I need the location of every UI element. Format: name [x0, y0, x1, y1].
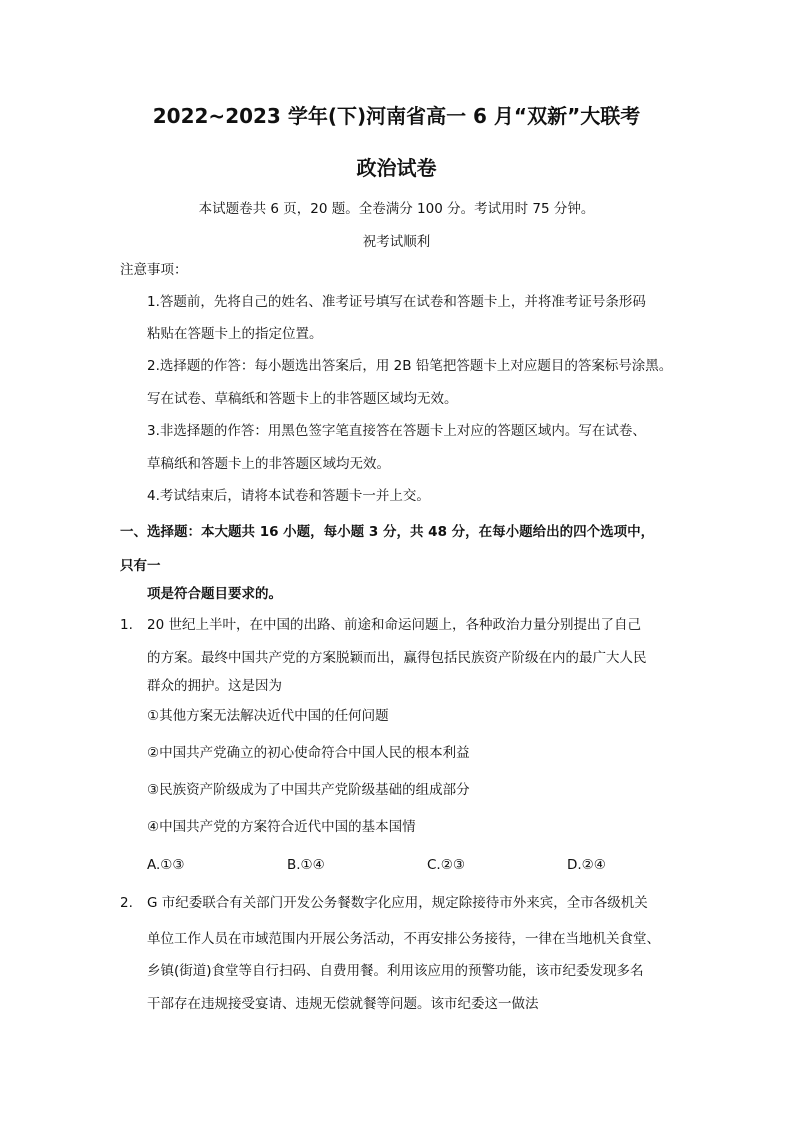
section-heading: 一、选择题：本大题共 16 小题，每小题 3 分，共 48 分，在每小题给出的四个选项中，	[120, 524, 655, 540]
question-1-statement: ③民族资产阶级成为了中国共产党阶级基础的组成部分	[147, 782, 470, 798]
exam-intro: 本试题卷共 6 页，20 题。全卷满分 100 分。考试用时 75 分钟。	[198, 201, 595, 217]
question-number: 1.	[120, 617, 133, 633]
question-1-statement: ②中国共产党确立的初心使命符合中国人民的根本利益	[147, 745, 470, 761]
notes-heading: 注意事项：	[120, 262, 188, 278]
question-number: 2.	[120, 895, 133, 911]
good-luck-text: 祝考试顺利	[362, 234, 431, 250]
option-a: A.①③	[147, 857, 185, 873]
note-line: 2.选择题的作答：每小题选出答案后，用 2B 铅笔把答题卡上对应题目的答案标号涂黑。	[147, 358, 673, 374]
option-d: D.②④	[567, 857, 606, 873]
question-2-text: 干部存在违规接受宴请、违规无偿就餐等问题。该市纪委这一做法	[147, 996, 539, 1012]
option-c: C.②③	[427, 857, 465, 873]
note-line: 粘贴在答题卡上的指定位置。	[147, 326, 323, 342]
question-2-text: 单位工作人员在市域范围内开展公务活动，不再安排公务接待，一律在当地机关食堂、	[147, 931, 660, 947]
option-b: B.①④	[287, 857, 325, 873]
note-line: 1.答题前，先将自己的姓名、准考证号填写在试卷和答题卡上，并将准考证号条形码	[147, 294, 646, 310]
exam-subject: 政治试卷	[356, 156, 437, 180]
note-line: 写在试卷、草稿纸和答题卡上的非答题区域均无效。	[147, 391, 458, 407]
question-1-statement: ①其他方案无法解决近代中国的任何问题	[147, 708, 389, 724]
question-1-text: 群众的拥护。这是因为	[147, 678, 282, 694]
exam-title: 2022~2023 学年(下)河南省高一 6 月“双新”大联考	[152, 104, 641, 128]
section-instruction: 项是符合题目要求的。	[147, 586, 282, 602]
question-2-text: 乡镇(街道)食堂等自行扫码、自费用餐。利用该应用的预警功能，该市纪委发现多名	[147, 963, 644, 979]
section-heading-cont: 只有一	[120, 558, 161, 574]
note-line: 4.考试结束后，请将本试卷和答题卡一并上交。	[147, 488, 430, 504]
question-1-text: 的方案。最终中国共产党的方案脱颖而出，赢得包括民族资产阶级在内的最广大人民	[147, 650, 647, 666]
note-line: 草稿纸和答题卡上的非答题区域均无效。	[147, 456, 390, 472]
question-1-statement: ④中国共产党的方案符合近代中国的基本国情	[147, 819, 416, 835]
note-line: 3.非选择题的作答：用黑色签字笔直接答在答题卡上对应的答题区域内。写在试卷、	[147, 423, 646, 439]
question-2-text: G 市纪委联合有关部门开发公务餐数字化应用，规定除接待市外来宾，全市各级机关	[147, 895, 648, 911]
question-1-text: 20 世纪上半叶，在中国的出路、前途和命运问题上，各种政治力量分别提出了自己	[147, 617, 641, 633]
